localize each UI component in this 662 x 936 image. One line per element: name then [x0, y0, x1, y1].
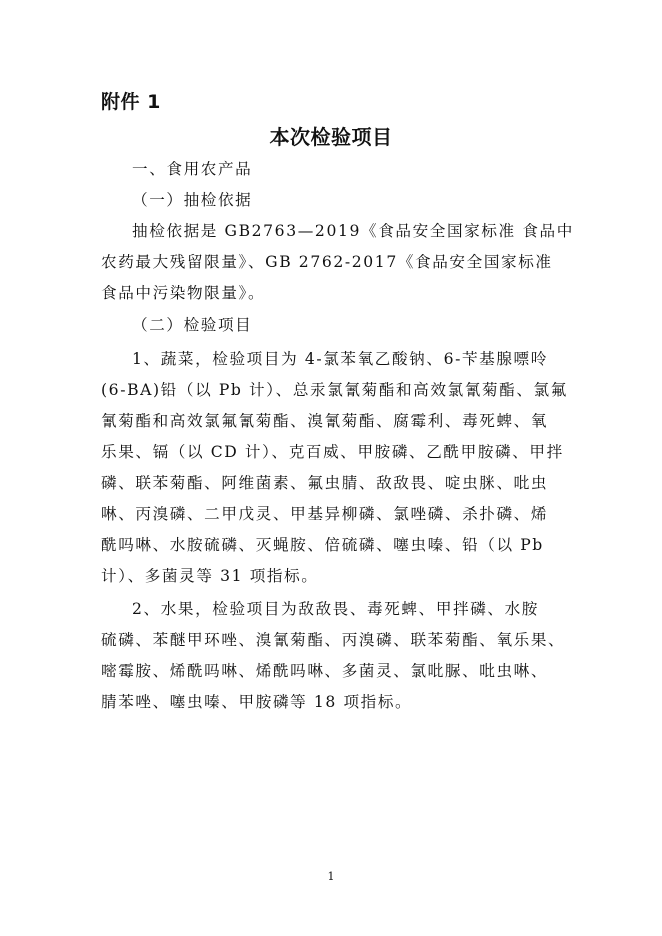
paragraph-line: 抽检依据是 GB2763—2019《食品安全国家标准 食品中 — [132, 222, 574, 240]
subsection-heading-sampling-basis — [101, 185, 602, 216]
paragraph-line: (6-BA)铅（以 Pb 计）、总汞氯氰菊酯和高效氯氰菊酯、氯氟 — [101, 381, 568, 399]
paragraph-line: 氰菊酯和高效氯氟氰菊酯、溴氰菊酯、腐霉利、毒死蜱、氧 — [101, 412, 549, 430]
sampling-basis-paragraph — [101, 216, 574, 309]
paragraph-line: 计）、多菌灵等 31 项指标。 — [101, 567, 319, 585]
section-heading-text: 一、食用农产品 — [132, 160, 253, 178]
paragraph-line: 食品中污染物限量》。 — [101, 284, 266, 302]
paragraph-line: 硫磷、苯醚甲环唑、溴氰菊酯、丙溴磷、联苯菊酯、氧乐果、 — [101, 631, 566, 649]
paragraph-line: 磷、联苯菊酯、阿维菌素、氟虫腈、敌敌畏、啶虫脒、吡虫 — [101, 474, 549, 492]
paragraph-line: 农药最大残留限量》、GB 2762-2017《食品安全国家标准 — [101, 253, 553, 271]
paragraph-line: 酰吗啉、水胺硫磷、灭蝇胺、倍硫磷、噻虫嗪、铅（以 Pb — [101, 536, 544, 554]
paragraph-line: 1、蔬菜，检验项目为 4-氯苯氧乙酸钠、6-苄基腺嘌呤 — [132, 350, 548, 368]
subsection-heading-text: （一）抽检依据 — [132, 191, 253, 209]
paragraph-line: 2、水果，检验项目为敌敌畏、毒死蜱、甲拌磷、水胺 — [132, 600, 539, 618]
page-number: 1 — [327, 870, 335, 883]
fruits-test-items-paragraph — [101, 594, 571, 718]
subsection-heading-text: （二）检验项目 — [132, 316, 253, 334]
paragraph-line: 腈苯唑、噻虫嗪、甲胺磷等 18 项指标。 — [101, 693, 413, 711]
paragraph-line: 啉、丙溴磷、二甲戊灵、甲基异柳磷、氯唑磷、杀扑磷、烯 — [101, 505, 549, 523]
vegetables-test-items-paragraph — [101, 344, 571, 592]
paragraph-line: 乐果、镉（以 CD 计）、克百威、甲胺磷、乙酰甲胺磷、甲拌 — [101, 443, 564, 461]
section-heading-food-agricultural-products — [101, 154, 602, 185]
paragraph-line: 嘧霉胺、烯酰吗啉、烯酰吗啉、多菌灵、氯吡脲、吡虫啉、 — [101, 662, 549, 680]
attachment-label: 附件 1 — [101, 91, 161, 113]
subsection-heading-test-items — [101, 310, 602, 341]
page-title: 本次检验项目 — [269, 125, 393, 149]
